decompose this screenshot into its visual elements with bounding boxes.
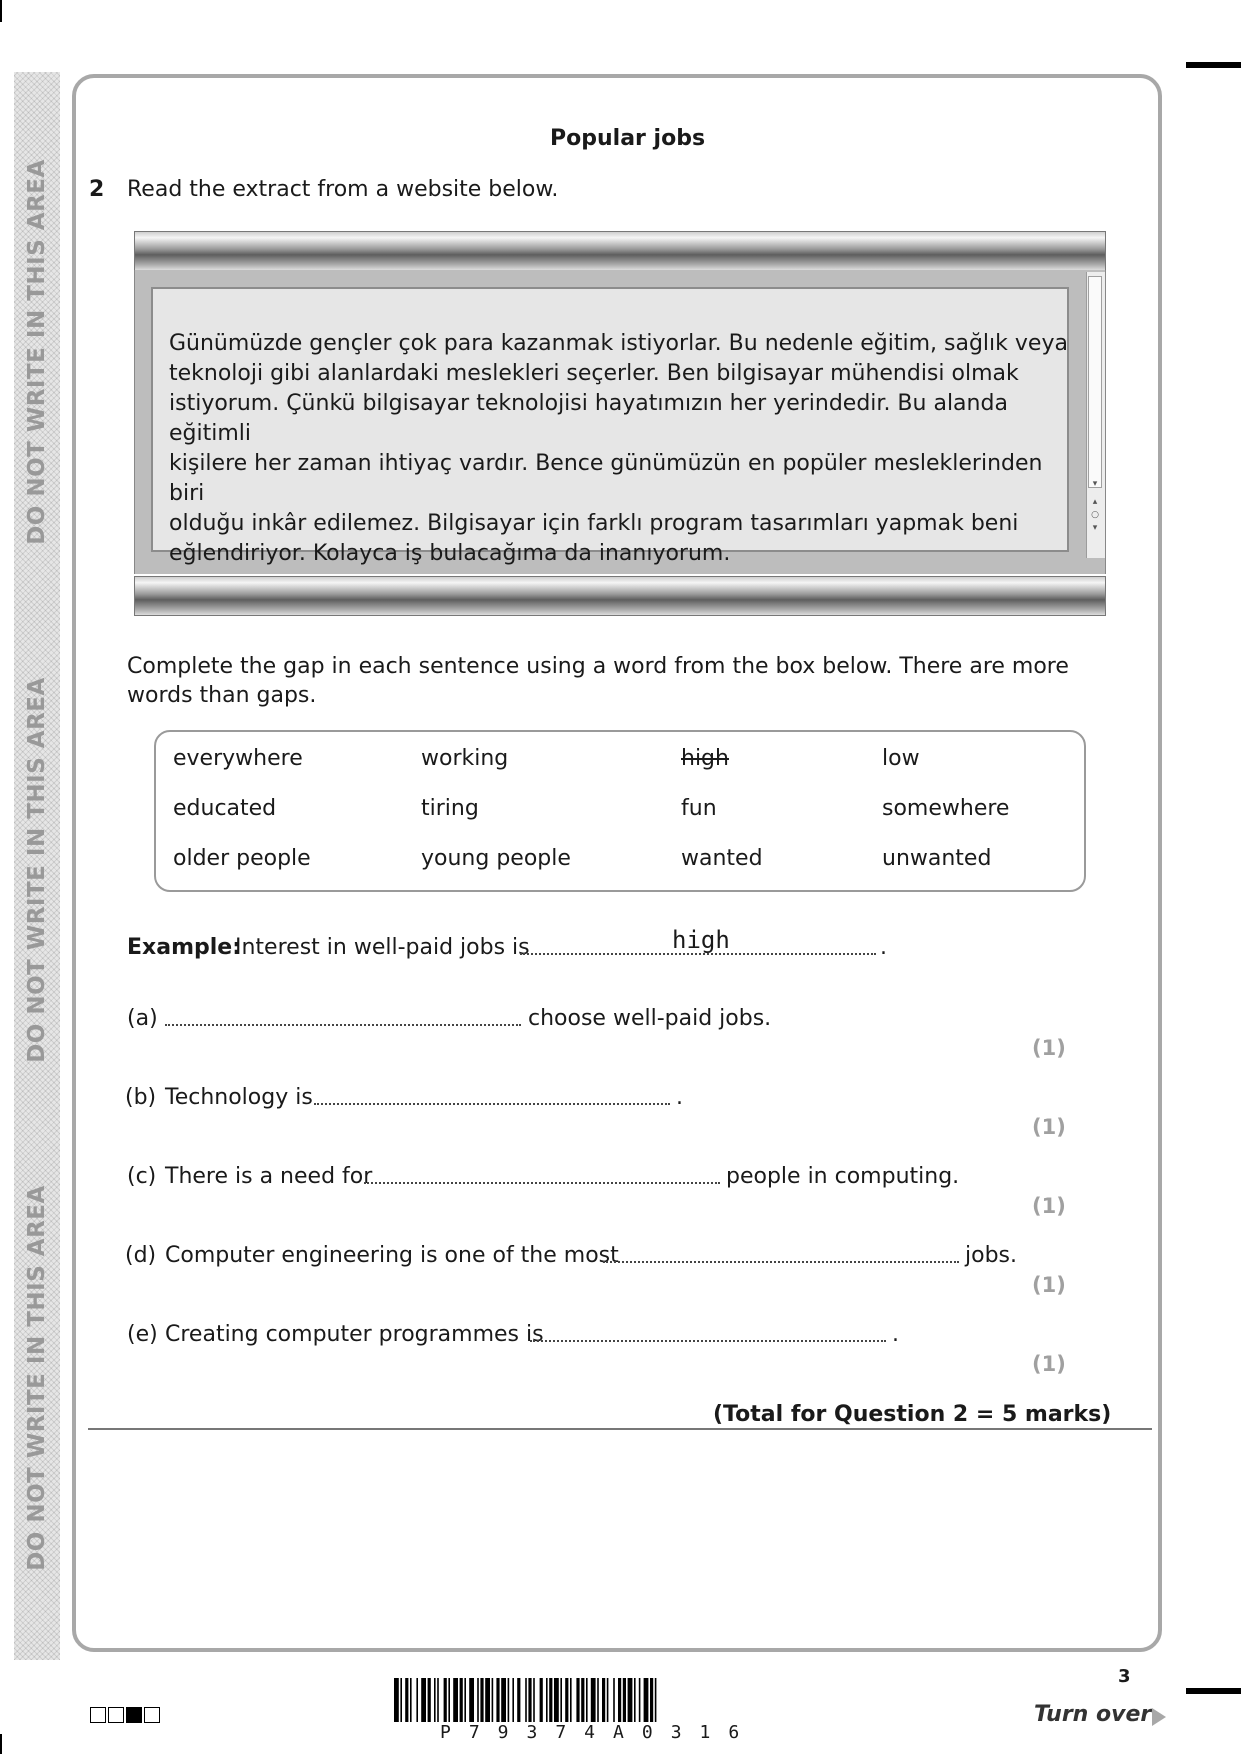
barcode-bar [416,1678,418,1722]
example-label: Example: [127,935,241,960]
barcode-bar [650,1678,653,1722]
barcode-bar [655,1678,657,1722]
item-c-after: people in computing. [726,1164,960,1189]
margin-notice-middle: DO NOT WRITE IN THIS AREA [24,677,50,1063]
barcode-bar [480,1678,483,1722]
scroll-up-icon: ▴ [1092,497,1098,507]
barcode-bar [639,1678,641,1722]
barcode-bar [517,1678,520,1722]
barcode-bar [421,1678,426,1722]
barcode-bar [525,1678,527,1722]
example-end: . [880,935,887,960]
website-extract-text [169,329,1069,569]
scroll-down-icon: ▾ [1092,523,1098,533]
item-e-marks: (1) [1032,1352,1066,1376]
item-b-label: (b) [125,1085,157,1110]
item-b-before: Technology is [165,1085,313,1110]
barcode-bar [512,1678,514,1722]
word-option: working [421,746,509,771]
barcode-bar [528,1678,531,1722]
barcode-bar [581,1678,584,1722]
barcode-bar [400,1678,402,1722]
item-a-answer-field[interactable] [165,1024,521,1026]
example-answer: high [672,926,730,954]
section-title: Popular jobs [550,126,706,151]
barcode-bar [394,1678,399,1722]
barcode-bar [597,1678,599,1722]
item-a-after: choose well-paid jobs. [528,1006,772,1031]
item-d-answer-field[interactable] [603,1261,959,1263]
item-a-marks: (1) [1032,1036,1066,1060]
word-option: older people [173,846,311,871]
crop-mark [0,1734,2,1754]
extract-line: teknoloji gibi alanlardaki meslekleri seçerler. Ben bilgisayar mühendisi olmak [169,361,1019,386]
word-option: tiring [421,796,479,821]
barcode-bar [570,1678,572,1722]
word-option: educated [173,796,277,821]
barcode-bar [477,1678,479,1722]
example-text: Interest in well-paid jobs is [235,935,530,960]
barcode-bar [623,1678,626,1722]
barcode-text: P79374A0316 [440,1722,758,1743]
item-d-before: Computer engineering is one of the most [165,1243,619,1268]
extract-line: Günümüzde gençler çok para kazanmak istiyorlar. Bu nedenle eğitim, sağlık veya [169,331,1068,356]
barcode-bar [634,1678,636,1722]
barcode-bar [434,1678,436,1722]
barcode-bar [437,1678,439,1722]
scroll-down-icon: ▾ [1092,479,1098,489]
question-number: 2 [89,177,105,202]
barcode-bar [586,1678,588,1722]
item-e-before: Creating computer programmes is [165,1322,544,1347]
barcode-bar [591,1678,596,1722]
barcode-bar [533,1678,535,1722]
barcode-bar [508,1678,510,1722]
barcode-bar [607,1678,609,1722]
word-option: somewhere [882,796,1010,821]
arrow-right-icon [1152,1708,1166,1726]
item-b-after: . [676,1085,683,1110]
barcode-bar [602,1678,605,1722]
item-e-after: . [892,1322,899,1347]
barcode-bar [444,1678,447,1722]
item-c-answer-field[interactable] [364,1182,720,1184]
website-top-bar [134,231,1106,271]
item-b-marks: (1) [1032,1115,1066,1139]
barcode-bar [405,1678,408,1722]
barcode-bar [469,1678,474,1722]
barcode-bar [540,1678,543,1722]
turn-over-label: Turn over [1034,1702,1152,1727]
barcode-bar [485,1678,490,1722]
word-option: fun [681,796,717,821]
barcode-bar [464,1678,466,1722]
barcode-bar [554,1678,559,1722]
barcode-bar [560,1678,562,1722]
barcode-bar [410,1678,412,1722]
item-d-marks: (1) [1032,1273,1066,1297]
barcode-bar [644,1678,649,1722]
word-option: young people [421,846,571,871]
barcode-bar [453,1678,458,1722]
barcode-bar [546,1678,548,1722]
extract-line: kişilere her zaman ihtiyaç vardır. Bence günümüzün en popüler mesleklerinden biri [169,451,1043,506]
extract-line: istiyorum. Çünkü bilgisayar teknolojisi hayatımızın her yerindedir. Bu alanda eğitimli [169,391,1008,446]
question-total: (Total for Question 2 = 5 marks) [713,1402,1112,1427]
crop-mark [1186,1688,1241,1694]
margin-notice-bottom: DO NOT WRITE IN THIS AREA [24,1185,50,1571]
gap-instruction: Complete the gap in each sentence using a word from the box below. There are more [127,654,1069,679]
item-c-marks: (1) [1032,1194,1066,1218]
website-bottom-bar [134,576,1106,616]
extract-line: eğlendiriyor. Kolayca iş bulacağıma da inanıyorum. [169,541,731,566]
word-option: low [882,746,920,771]
barcode-bar [549,1678,552,1722]
question-instruction: Read the extract from a website below. [127,177,559,202]
barcode-bar [428,1678,431,1722]
barcode-bar [448,1678,450,1722]
item-a-label: (a) [127,1006,158,1031]
item-d-label: (d) [125,1243,157,1268]
barcode-bar [618,1678,621,1722]
barcode-bar [460,1678,463,1722]
scrollbar-thumb [1088,276,1102,488]
crop-mark [1186,62,1241,68]
scroll-circle-icon: ○ [1091,510,1099,520]
barcode-bar [613,1678,615,1722]
item-c-label: (c) [127,1164,157,1189]
word-option: everywhere [173,746,303,771]
divider-line [88,1428,1152,1430]
item-e-label: (e) [127,1322,158,1347]
barcode [394,1678,846,1722]
word-option-used: high [681,746,729,771]
word-option: wanted [681,846,763,871]
page-number: 3 [1118,1666,1131,1687]
gap-instruction: words than gaps. [127,683,317,708]
margin-notice-top: DO NOT WRITE IN THIS AREA [24,159,50,545]
item-d-after: jobs. [965,1243,1017,1268]
item-e-answer-field[interactable] [530,1340,886,1342]
crop-mark [0,0,2,22]
barcode-bar [496,1678,499,1722]
item-c-before: There is a need for [165,1164,373,1189]
barcode-bar [501,1678,506,1722]
item-b-answer-field[interactable] [314,1103,670,1105]
print-registration-boxes [90,1704,162,1723]
word-option: unwanted [882,846,992,871]
barcode-bar [576,1678,579,1722]
barcode-bar [492,1678,494,1722]
extract-line: olduğu inkâr edilemez. Bilgisayar için farklı program tasarımları yapmak beni [169,511,1019,536]
barcode-bar [565,1678,568,1722]
barcode-bar [628,1678,633,1722]
